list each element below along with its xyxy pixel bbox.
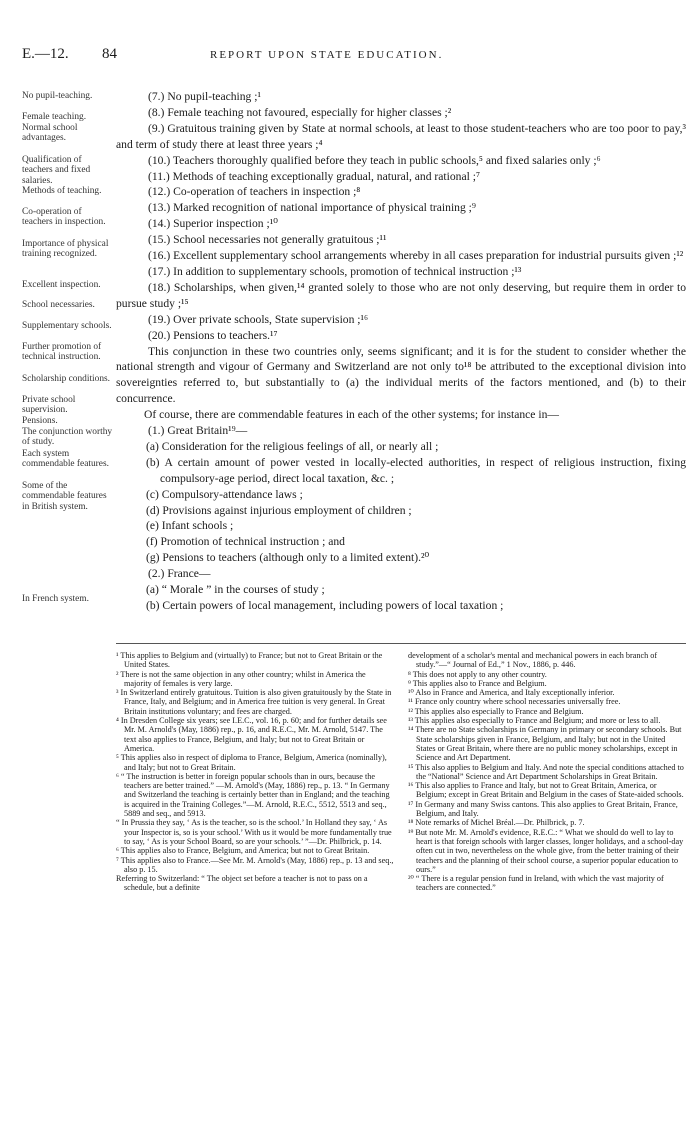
margin-note: Normal school advantages. <box>22 123 78 144</box>
footnote: ¹⁷ In Germany and many Swiss cantons. This also applies to Great Britain, France, Belgium, and Italy. <box>408 799 678 819</box>
footnote: ⁸ This does not apply to any other country. <box>408 669 547 679</box>
footnote: ⁷ This applies also to France.—See Mr. M. Arnold's (May, 1886) rep., p. 13 and seq., also p. 15. <box>116 855 394 874</box>
fr-item-a: (a) “ Morale ” in the courses of study ; <box>146 583 325 597</box>
footnote: ² There is not the same objection in any other country; whilst in America the majority of females is very large. <box>116 669 366 688</box>
item-12: (12.) Co-operation of teachers in inspection ;⁸ <box>148 185 361 199</box>
fr-item-b: (b) Certain powers of local management, including powers of local taxation ; <box>146 599 504 612</box>
margin-note: Methods of teaching. <box>22 186 102 196</box>
margin-note: Further promotion of technical instruction. <box>22 342 102 363</box>
gb-item-d: (d) Provisions against injurious employment of children ; <box>146 503 412 517</box>
france-heading: (2.) France— <box>148 567 211 581</box>
footnote: development of a scholar's mental and mechanical powers in each branch of study.”—“ Journal of Ed.,” 1 Nov., 1886, p. 446. <box>408 651 658 670</box>
footnote: ¹⁵ This also applies to Belgium and Italy. And note the special conditions attached to the “National” Science and Art Department Scholarships in Great Britain. <box>408 762 684 781</box>
footnote: Referring to Switzerland: “ The object set before a teacher is not to pass on a schedule, but a definite <box>116 874 368 893</box>
footnote: ⁴ In Dresden College six years; see I.E.C., vol. 16, p. 60; and for further details see Mr. M. Arnold's (May, 1886) rep., p. 16, and R.E.C., Mr. M. Arnold, 5147. The text also applies to France, Belgium, and Italy; but not to Great Britain or America. <box>116 716 387 753</box>
margin-note: Each system commendable features. <box>22 449 109 470</box>
commendable-intro: Of course, there are commendable features in each of the other systems; for instance in— <box>144 408 559 422</box>
footnotes-left-column <box>116 651 394 893</box>
item-8: (8.) Female teaching not favoured, especially for higher classes ;² <box>148 105 452 119</box>
gb-item-a: (a) Consideration for the religious feelings of all, or nearly all ; <box>146 439 439 453</box>
footnote: “ In Prussia they say, ‘ As is the teacher, so is the school.’ In Holland they say, ‘ As your Inspector is, so is your school.’ With us it would be more fundamentally true to say, ‘ As is your School Board, so are your schools.’ ”—Dr. Philbrick, p. 14. <box>116 818 392 846</box>
footnote: ¹³ This applies also especially to France and Belgium; and more or less to all. <box>408 716 661 726</box>
page-number: 84 <box>102 46 117 62</box>
report-reference: E.—12. <box>22 46 69 62</box>
great-britain-heading: (1.) Great Britain¹⁹— <box>148 424 248 438</box>
item-9: (9.) Gratuitous training given by State at normal schools, at least to those student-teachers who are too poor to pay,³ and term of study there at least three years ;⁴ <box>116 121 686 151</box>
footnote: ¹² This applies also especially to France and Belgium. <box>408 706 584 716</box>
running-title: REPORT UPON STATE EDUCATION. <box>210 49 444 61</box>
item-11: (11.) Methods of teaching exceptionally gradual, natural, and rational ;⁷ <box>148 169 480 183</box>
footnote: ⁹ This applies also to France and Belgium. <box>408 678 547 688</box>
main-text <box>116 89 686 614</box>
footnote: ¹⁴ There are no State scholarships in Germany in primary or secondary schools. But State scholarships given in France, Belgium, and Italy; but not in the United States or Great Britain, where there are no public money scholarships, except in Science and Art Department. <box>408 725 682 763</box>
item-13: (13.) Marked recognition of national importance of physical training ;⁹ <box>148 201 476 215</box>
margin-note: Importance of physical training recognized. <box>22 239 109 260</box>
item-7: (7.) No pupil-teaching ;¹ <box>148 90 261 103</box>
footnote: ⁶ “ The instruction is better in foreign popular schools than in ours, because the teachers are better trained.” —M. Arnold's (May, 1886) rep., p. 13. “ In Germany and Switzerland the teaching is certainly better than in England; and the teaching is acquired in the Training Colleges.”—M. Arnold, R.E.C., 5512, 5513 and seq., 5889 and seq., and 5913. <box>116 771 390 819</box>
margin-note: No pupil-teaching. <box>22 91 93 101</box>
footnote: ¹ This applies to Belgium and (virtually) to France; but not to Great Britain or the United States. <box>116 651 383 670</box>
gb-item-c: (c) Compulsory-attendance laws ; <box>146 487 303 501</box>
item-16: (16.) Excellent supplementary school arrangements whereby in all cases preparation for industrial pursuits given ;¹² <box>148 249 684 263</box>
margin-note: Private school supervision. <box>22 395 76 416</box>
footnote: ²⁰ “ There is a regular pension fund in Ireland, with which the vast majority of teachers are connected.” <box>408 874 664 893</box>
margin-note: Some of the commendable features in British system. <box>22 481 107 512</box>
margin-note: School necessaries. <box>22 300 95 310</box>
footnote: ⁶ This applies also to France, Belgium, and America; but not to Great Britain. <box>116 846 370 856</box>
footnote: ³ In Switzerland entirely gratuitous. Tuition is also given gratuitously by the State in France, Italy, and Belgium; and in America free tuition is very general. In Great Britain institutions voluntary; and fees are charged. <box>116 688 392 716</box>
item-15: (15.) School necessaries not generally gratuitous ;¹¹ <box>148 233 387 247</box>
margin-note: Excellent inspection. <box>22 280 101 290</box>
footnotes <box>116 651 686 893</box>
margin-note: In French system. <box>22 594 89 604</box>
margin-note: Scholarship conditions. <box>22 374 111 384</box>
margin-note: Co-operation of teachers in inspection. <box>22 207 106 228</box>
page-header <box>22 46 684 66</box>
item-10: (10.) Teachers thoroughly qualified before they teach in public schools,⁵ and fixed salaries only ;⁶ <box>148 153 601 167</box>
footnote: ⁵ This applies also in respect of diploma to France, Belgium, America (nominally), and Italy; but not to Great Britain. <box>116 753 387 772</box>
item-17: (17.) In addition to supplementary schools, promotion of technical instruction ;¹³ <box>148 264 522 278</box>
margin-note: Supplementary schools. <box>22 321 112 331</box>
item-18: (18.) Scholarships, when given,¹⁴ granted solely to those who are not only deserving, but require them in order to pursue study ;¹⁵ <box>116 280 686 310</box>
gb-item-b: (b) A certain amount of power vested in locally-elected authorities, in respect of religious instruction, fixing compulsory-age period, direct local taxation, &c. ; <box>146 455 686 485</box>
margin-note: The conjunction worthy of study. <box>22 427 113 448</box>
margin-note: Pensions. <box>22 416 58 426</box>
conjunction-paragraph: This conjunction in these two countries only, seems significant; and it is for the student to consider whether the national strength and vigour of Germany and Switzerland are not only to¹⁸ be attributed to the exceptional division into sovereignties referred to, but substantially to (a) the individual merits of the factors mentioned, and (b) to their concurrence. <box>116 344 686 406</box>
gb-item-g: (g) Pensions to teachers (although only to a limited extent).²⁰ <box>146 551 430 565</box>
footnote: ¹⁶ This also applies to France and Italy, but not to Great Britain, America, or Belgium; except in Great Britain and Belgium in the cases of State-aided schools. <box>408 781 684 800</box>
footnote: ¹⁰ Also in France and America, and Italy exceptionally inferior. <box>408 688 615 698</box>
footnote: ¹¹ France only country where school necessaries universally free. <box>408 697 621 707</box>
footnote-divider <box>116 643 686 644</box>
item-20: (20.) Pensions to teachers.¹⁷ <box>148 328 278 342</box>
gb-item-e: (e) Infant schools ; <box>146 519 234 533</box>
footnote: ¹⁹ But note Mr. M. Arnold's evidence, R.E.C.: “ What we should do well to lay to heart is that foreign schools with larger classes, longer holidays, and a school-day often cut in two, nevertheless on the whole give, from the better training of their teachers and the planning of their school course, a superior popular education to ours.” <box>408 827 684 874</box>
item-14: (14.) Superior inspection ;¹⁰ <box>148 217 278 231</box>
margin-note: Female teaching. <box>22 112 87 122</box>
margin-note: Qualification of teachers and fixed salaries. <box>22 155 91 186</box>
gb-item-f: (f) Promotion of technical instruction ; and <box>146 535 345 549</box>
footnotes-right-column <box>408 651 686 893</box>
footnote: ¹⁸ Note remarks of Michel Bréal.—Dr. Philbrick, p. 7. <box>408 818 585 828</box>
item-19: (19.) Over private schools, State supervision ;¹⁶ <box>148 312 369 326</box>
